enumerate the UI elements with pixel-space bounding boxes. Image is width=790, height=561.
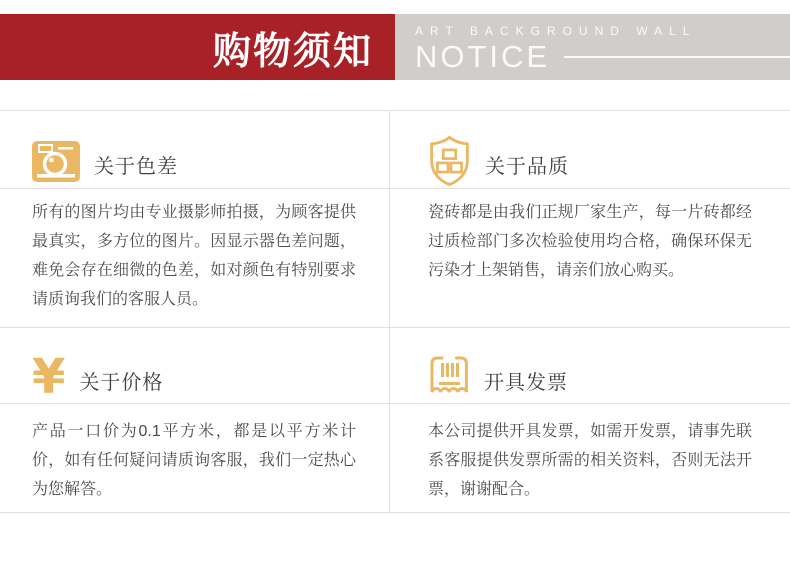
notice-grid-row-1: [0, 111, 790, 328]
notice-grid-row-2: [0, 328, 790, 513]
card-color-difference-header: [0, 111, 389, 189]
quality-shield-icon: [428, 135, 471, 187]
page-title: 购物须知: [212, 30, 373, 73]
card-color-difference: [0, 111, 390, 327]
card-title: 开具发票: [484, 372, 568, 394]
card-body: 产品一口价为0.1平方米，都是以平方米计价，如有任何疑问请质询客服，我们一定热心为您解答。: [32, 423, 356, 498]
card-invoice: [390, 328, 790, 512]
banner-notice-label: NOTICE: [415, 39, 551, 74]
card-quality: [390, 111, 790, 327]
banner-title-block: [0, 14, 395, 80]
camera-icon: [32, 139, 80, 183]
notice-grid: [0, 110, 790, 513]
invoice-icon: [428, 356, 470, 398]
page-banner: [0, 14, 790, 80]
card-title: 关于色差: [94, 156, 178, 178]
card-body: 瓷砖都是由我们正规厂家生产，每一片砖都经过质检部门多次检验使用均合格，确保环保无污染才上架销售，请亲们放心购买。: [428, 204, 752, 279]
card-body: 本公司提供开具发票，如需开发票，请事先联系客服提供发票所需的相关资料，否则无法开票，谢谢配合。: [428, 423, 752, 498]
banner-subtitle-block: [395, 14, 790, 80]
card-invoice-header: [390, 328, 790, 404]
card-body: 所有的图片均由专业摄影师拍摄，为顾客提供最真实，多方位的图片。因显示器色差问题，难免会存在细微的色差，如对颜色有特别要求请质询我们的客服人员。: [32, 204, 356, 308]
card-title: 关于品质: [485, 156, 569, 178]
card-title: 关于价格: [79, 372, 164, 394]
yuan-icon: ¥: [32, 348, 66, 405]
banner-subtitle-en: ART BACKGROUND WALL: [415, 24, 697, 38]
card-price: [0, 328, 390, 512]
card-price-header: [0, 328, 389, 404]
banner-notice-row: [415, 39, 790, 75]
card-quality-header: [390, 111, 790, 189]
banner-decorative-line: [564, 56, 790, 58]
